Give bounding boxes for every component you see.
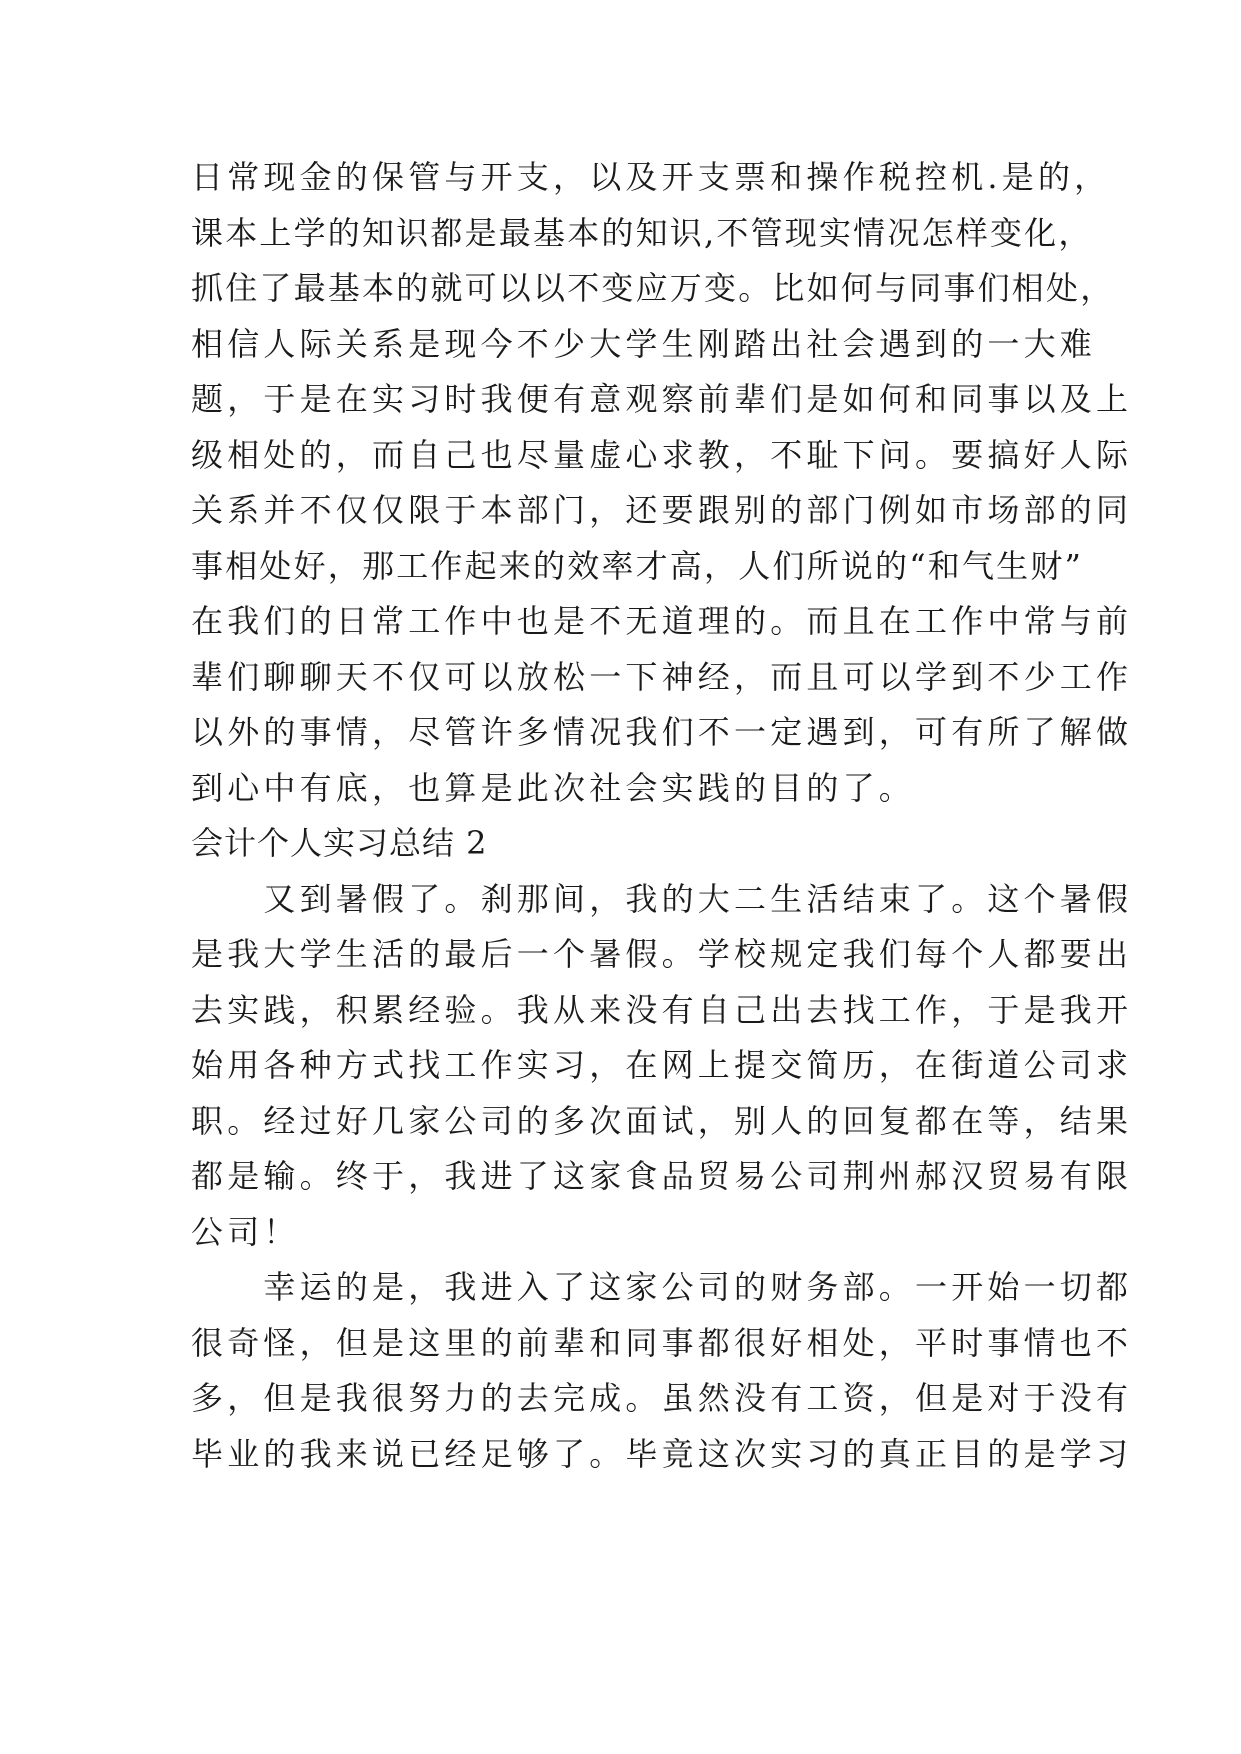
paragraph-line: 题，于是在实习时我便有意观察前辈们是如何和同事以及上	[191, 380, 1133, 418]
paragraph-line: 抓住了最基本的就可以以不变应万变。比如何与同事们相处，	[191, 269, 1115, 307]
paragraph-line: 职。经过好几家公司的多次面试，别人的回复都在等，结果	[191, 1101, 1133, 1140]
section-heading: 会计个人实习总结 2	[191, 824, 488, 862]
paragraph-line: 又到暑假了。刹那间，我的大二生活结束了。这个暑假	[191, 879, 1133, 918]
paragraph-line: 公司！	[191, 1212, 300, 1251]
paragraph-line: 课本上学的知识都是最基本的知识,不管现实情况怎样变化，	[191, 213, 1093, 252]
paragraph-line: 在我们的日常工作中也是不无道理的。而且在工作中常与前	[191, 602, 1133, 640]
paragraph-line: 日常现金的保管与开支，以及开支票和操作税控机.是的，	[191, 158, 1111, 196]
paragraph-line: 事相处好，那工作起来的效率才高，人们所说的“和气生财”	[191, 546, 1084, 585]
document-body	[191, 150, 1133, 1482]
paragraph-line: 去实践，积累经验。我从来没有自己出去找工作，于是我开	[191, 990, 1133, 1029]
paragraph-line: 到心中有底，也算是此次社会实践的目的了。	[191, 768, 916, 807]
paragraph-line: 幸运的是，我进入了这家公司的财务部。一开始一切都	[191, 1268, 1133, 1306]
paragraph-line: 关系并不仅仅限于本部门，还要跟别的部门例如市场部的同	[191, 491, 1133, 529]
paragraph-line: 相信人际关系是现今不少大学生刚踏出社会遇到的一大难	[191, 324, 1097, 363]
paragraph-line: 级相处的，而自己也尽量虚心求教，不耻下问。要搞好人际	[191, 435, 1133, 474]
paragraph-line: 多，但是我很努力的去完成。虽然没有工资，但是对于没有	[191, 1379, 1133, 1417]
paragraph-line: 始用各种方式找工作实习，在网上提交简历，在街道公司求	[191, 1046, 1133, 1084]
paragraph-line: 很奇怪，但是这里的前辈和同事都很好相处，平时事情也不	[191, 1323, 1133, 1362]
paragraph-line: 辈们聊聊天不仅可以放松一下神经，而且可以学到不少工作	[191, 657, 1133, 696]
paragraph-line: 都是输。终于，我进了这家食品贸易公司荆州郝汉贸易有限	[191, 1157, 1133, 1195]
paragraph-line: 是我大学生活的最后一个暑假。学校规定我们每个人都要出	[191, 935, 1133, 973]
paragraph-line: 以外的事情，尽管许多情况我们不一定遇到，可有所了解做	[191, 713, 1133, 751]
paragraph-line: 毕业的我来说已经足够了。毕竟这次实习的真正目的是学习	[191, 1434, 1133, 1473]
